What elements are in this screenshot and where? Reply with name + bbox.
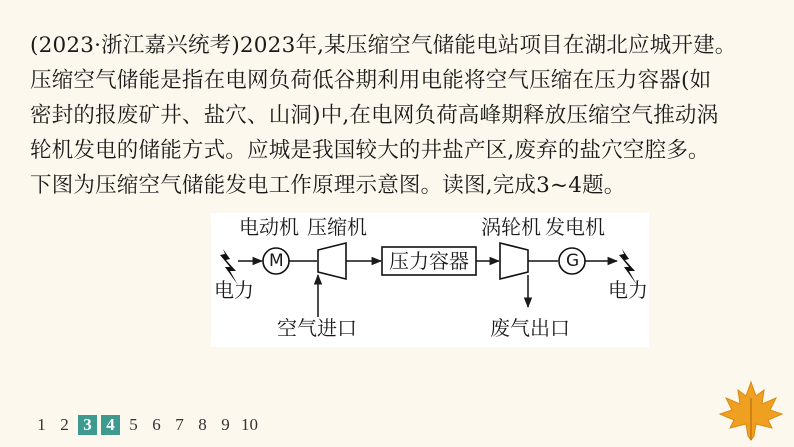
question-text [30, 28, 770, 203]
motor-label: 电动机 [239, 215, 299, 239]
exhaust-outlet-label: 废气出口 [490, 316, 570, 340]
page-link[interactable]: 10 [241, 415, 258, 434]
generator-symbol: G [566, 251, 580, 271]
generator-label: 发电机 [545, 215, 605, 239]
page-link[interactable]: 6 [152, 415, 161, 434]
question-pager [32, 415, 260, 435]
page-link-active[interactable]: 4 [101, 415, 120, 435]
air-inlet-label: 空气进口 [277, 316, 357, 340]
energy-storage-diagram [211, 213, 649, 347]
text-line: 密封的报废矿井、盐穴、山洞)中,在电网负荷高峰期释放压缩空气推动涡 [30, 103, 719, 128]
text-line: 下图为压缩空气储能发电工作原理示意图。读图,完成3~4题。 [30, 173, 626, 198]
page-link[interactable]: 9 [221, 415, 230, 434]
turbine-shape [500, 243, 528, 279]
page-link[interactable]: 5 [129, 415, 138, 434]
text-line: 压缩空气储能是指在电网负荷低谷期利用电能将空气压缩在压力容器(如 [30, 68, 712, 93]
page-link[interactable]: 1 [37, 415, 46, 434]
compressor-label: 压缩机 [307, 215, 367, 239]
page-link[interactable]: 7 [175, 415, 184, 434]
text-line: 轮机发电的储能方式。应城是我国较大的井盐产区,废弃的盐穴空腔多。 [30, 138, 710, 163]
motor-symbol: M [269, 251, 284, 271]
compressor-shape [318, 243, 346, 279]
maple-leaf-icon [716, 378, 786, 446]
power-out-label: 电力 [608, 278, 648, 302]
turbine-label: 涡轮机 [481, 215, 541, 239]
power-in-label: 电力 [214, 278, 254, 302]
page-link[interactable]: 2 [60, 415, 69, 434]
page-link-active[interactable]: 3 [78, 415, 97, 435]
pressure-vessel-label: 压力容器 [389, 249, 469, 273]
text-line: (2023·浙江嘉兴统考)2023年,某压缩空气储能电站项目在湖北应城开建。 [30, 33, 737, 58]
page-link[interactable]: 8 [198, 415, 207, 434]
